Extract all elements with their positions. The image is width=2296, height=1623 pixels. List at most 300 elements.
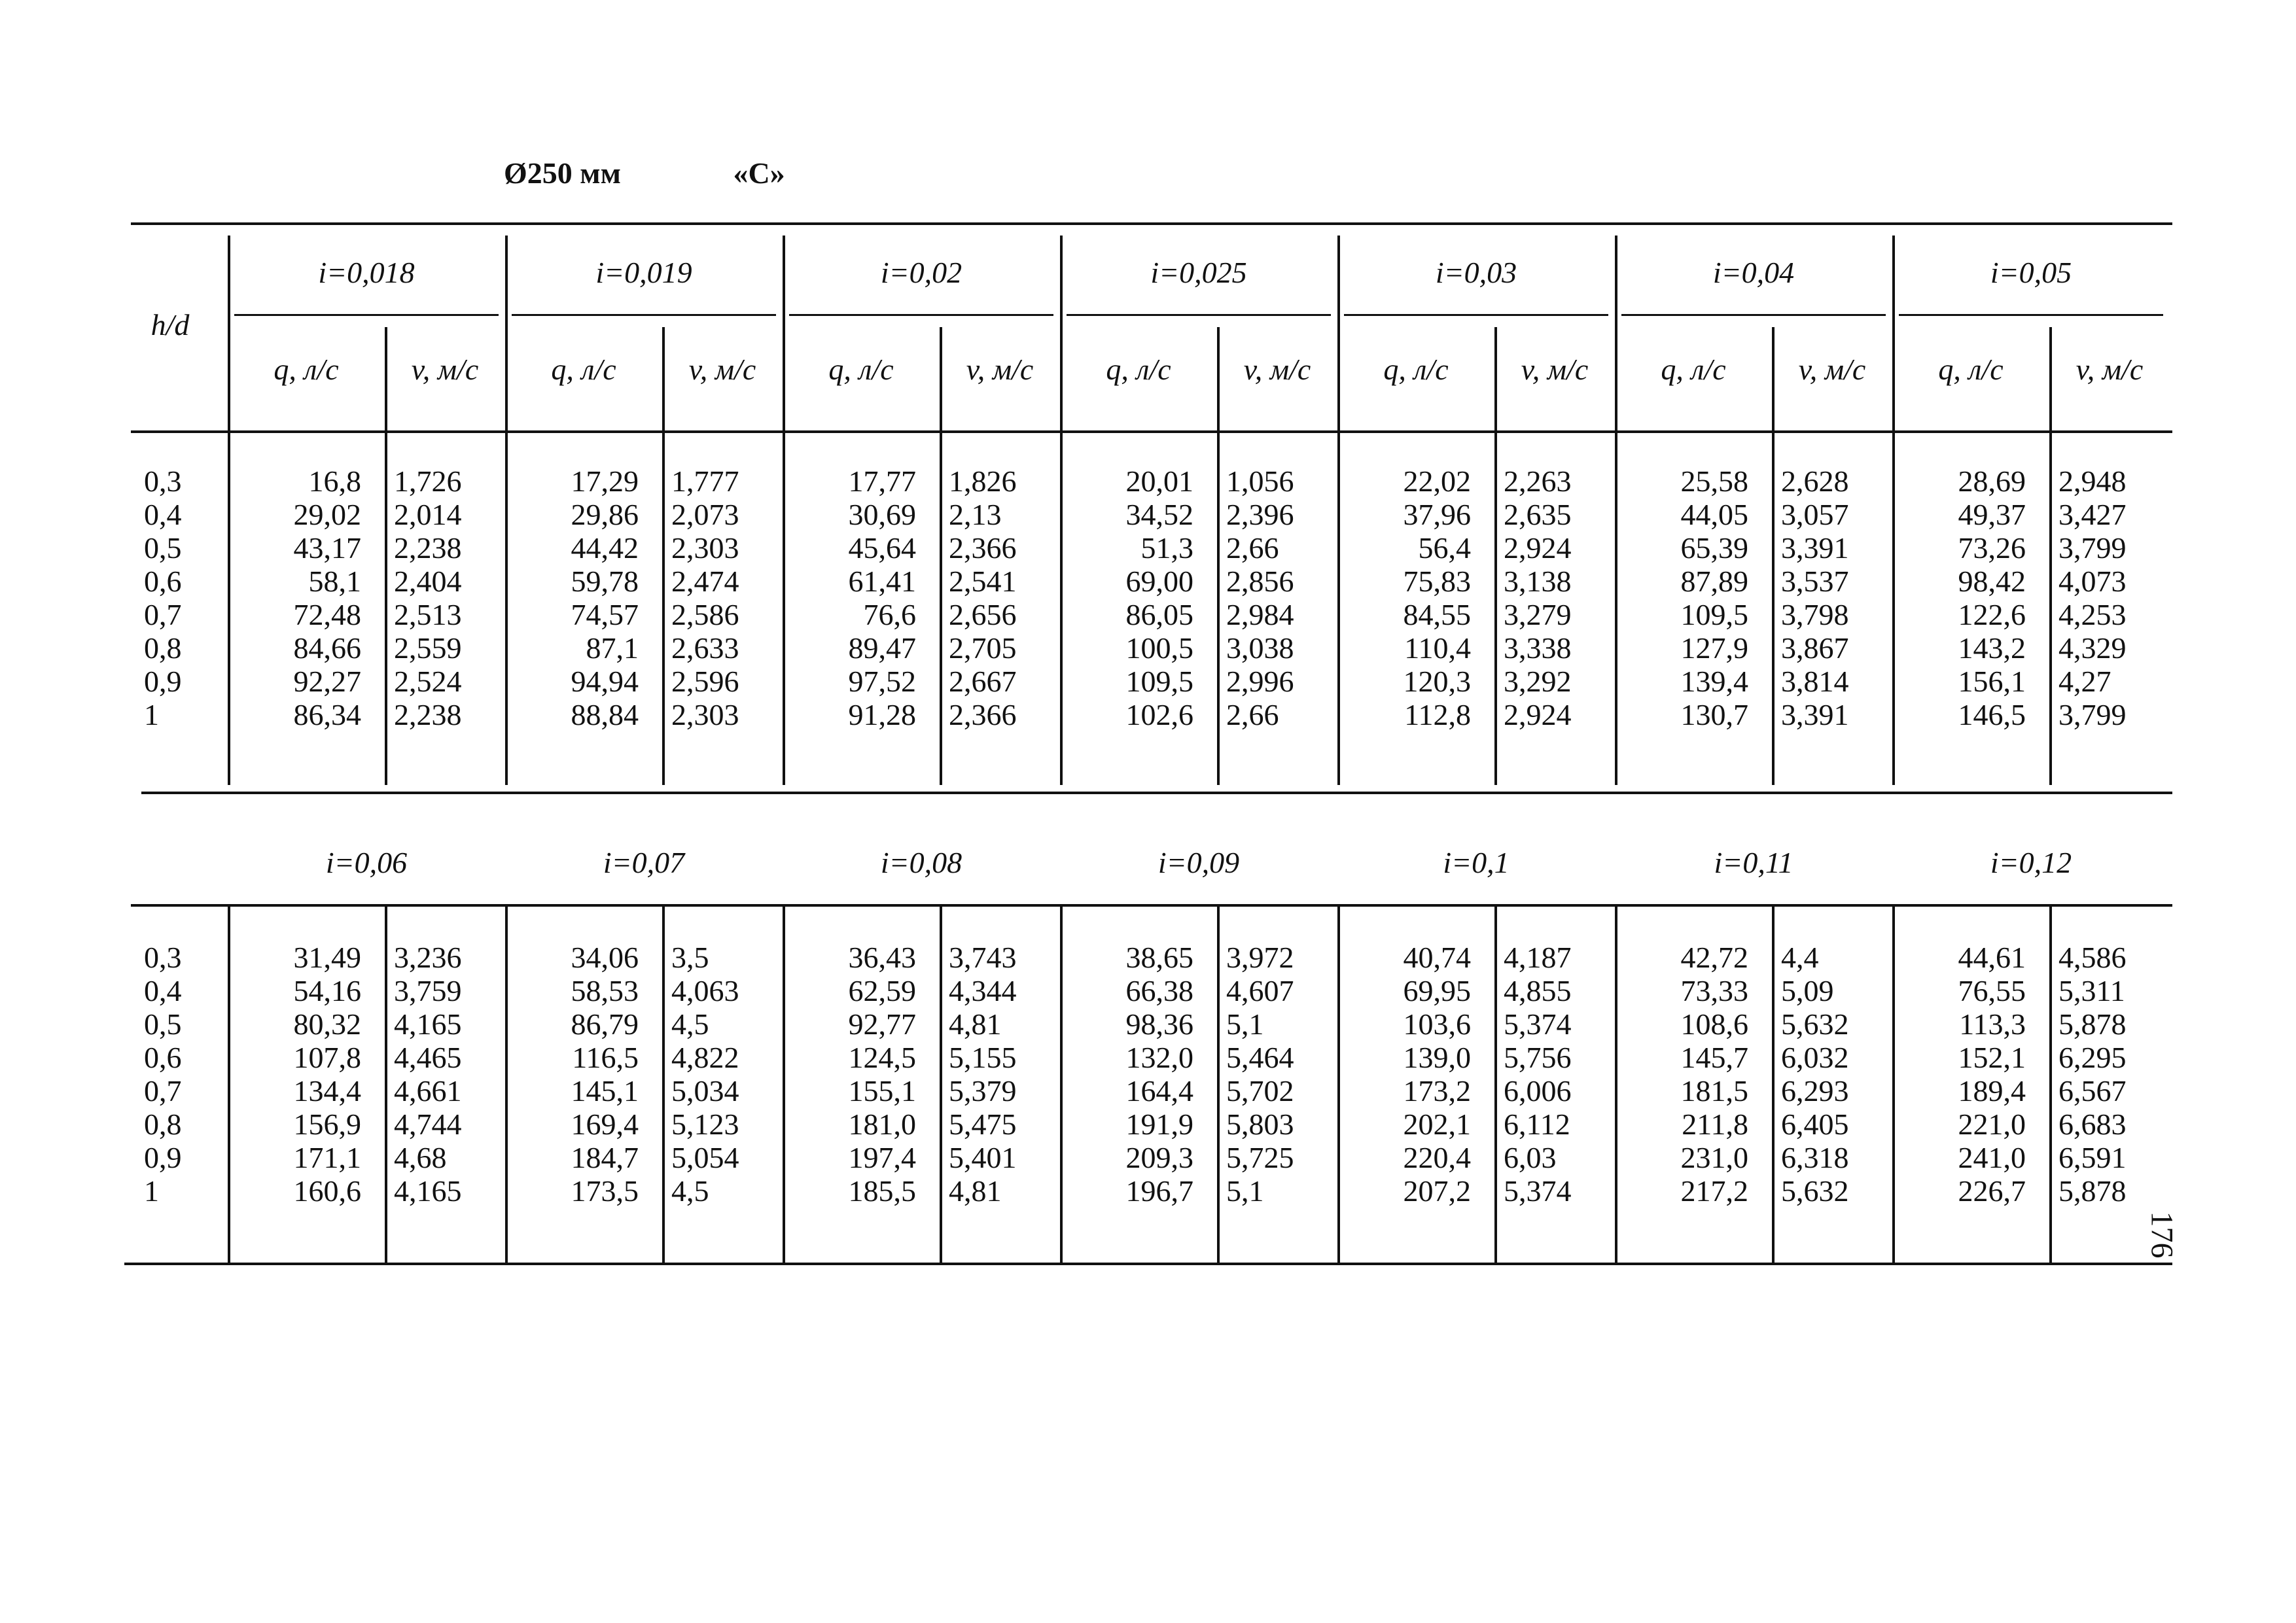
v-values	[671, 464, 739, 731]
hd-value: 0,9	[144, 1141, 182, 1174]
q-value: 86,34	[293, 698, 361, 731]
q-value: 160,6	[293, 1174, 361, 1208]
v-value: 5,1	[1226, 1174, 1264, 1208]
q-value: 109,5	[1125, 665, 1193, 698]
hd-value: 1	[144, 1174, 159, 1208]
v-value: 5,756	[1504, 1041, 1572, 1074]
v-value: 2,238	[394, 698, 462, 731]
v-subheader: v, м/с	[1521, 353, 1589, 386]
v-value: 3,972	[1226, 941, 1294, 974]
q-value: 173,5	[571, 1174, 639, 1208]
v-value: 5,09	[1781, 974, 1834, 1007]
q-values	[1337, 464, 1471, 731]
slope-header: i=0,04	[1712, 256, 1795, 289]
slope-header: i=0,06	[325, 846, 408, 879]
v-values	[1781, 464, 1849, 731]
q-values	[1060, 941, 1193, 1208]
q-value: 84,66	[293, 631, 361, 665]
q-value: 98,42	[1958, 565, 2026, 598]
v-value: 6,006	[1504, 1074, 1572, 1108]
slope-header: i=0,09	[1157, 846, 1240, 879]
q-value: 181,0	[848, 1108, 916, 1141]
q-value: 191,9	[1125, 1108, 1193, 1141]
q-values	[783, 464, 916, 731]
v-value: 2,656	[949, 598, 1017, 631]
v-value: 6,295	[2058, 1041, 2127, 1074]
v-subheader: v, м/с	[1798, 353, 1866, 386]
q-value: 74,57	[571, 598, 639, 631]
q-value: 145,7	[1680, 1041, 1748, 1074]
v-value: 3,814	[1781, 665, 1849, 698]
q-value: 30,69	[848, 498, 916, 531]
q-value: 155,1	[848, 1074, 916, 1108]
q-subheader: q, л/с	[1106, 353, 1171, 386]
qv-divider	[1772, 904, 1775, 1263]
v-value: 3,743	[949, 941, 1017, 974]
q-value: 134,4	[293, 1074, 361, 1108]
q-value: 122,6	[1958, 598, 2026, 631]
v-value: 2,396	[1226, 498, 1294, 531]
q-value: 156,1	[1958, 665, 2026, 698]
q-value: 139,4	[1680, 665, 1748, 698]
slope-header: i=0,08	[880, 846, 963, 879]
v-value: 2,559	[394, 631, 462, 665]
v-value: 2,628	[1781, 464, 1849, 498]
v-value: 2,541	[949, 565, 1017, 598]
q-value: 86,79	[571, 1007, 639, 1041]
q-subheader: q, л/с	[1661, 353, 1726, 386]
q-value: 38,65	[1125, 941, 1193, 974]
v-value: 4,465	[394, 1041, 462, 1074]
q-value: 51,3	[1140, 531, 1193, 565]
v-value: 5,311	[2058, 974, 2125, 1007]
q-value: 113,3	[1959, 1007, 2026, 1041]
q-subheader: q, л/с	[274, 353, 339, 386]
q-value: 89,47	[848, 631, 916, 665]
slope-header: i=0,11	[1714, 846, 1793, 879]
q-value: 73,33	[1680, 974, 1748, 1007]
v-value: 4,661	[394, 1074, 462, 1108]
q-value: 17,77	[848, 464, 916, 498]
q-value: 69,00	[1125, 565, 1193, 598]
v-value: 6,112	[1504, 1108, 1570, 1141]
v-value: 3,5	[671, 941, 709, 974]
v-value: 2,586	[671, 598, 739, 631]
v-value: 4,165	[394, 1174, 462, 1208]
diameter-label: Ø250 мм	[504, 156, 621, 190]
q-value: 58,1	[308, 565, 361, 598]
q-value: 42,72	[1680, 941, 1748, 974]
slope-rule	[789, 314, 1053, 316]
v-value: 4,344	[949, 974, 1017, 1007]
qv-divider	[940, 327, 942, 785]
q-value: 37,96	[1403, 498, 1471, 531]
v-value: 3,799	[2058, 531, 2127, 565]
v-value: 2,924	[1504, 698, 1572, 731]
qv-divider	[1217, 327, 1220, 785]
q-value: 110,4	[1404, 631, 1471, 665]
slope-header: i=0,02	[880, 256, 963, 289]
slope-header: i=0,07	[603, 846, 685, 879]
qv-divider	[1494, 904, 1497, 1263]
v-value: 4,744	[394, 1108, 462, 1141]
v-value: 6,591	[2058, 1141, 2127, 1174]
v-value: 2,513	[394, 598, 462, 631]
v-value: 2,66	[1226, 698, 1279, 731]
q-value: 97,52	[848, 665, 916, 698]
v-subheader: v, м/с	[411, 353, 479, 386]
q-value: 73,26	[1958, 531, 2026, 565]
v-value: 2,263	[1504, 464, 1572, 498]
v-value: 6,293	[1781, 1074, 1849, 1108]
slope-rule	[1344, 314, 1608, 316]
q-value: 61,41	[848, 565, 916, 598]
v-value: 5,374	[1504, 1174, 1572, 1208]
q-value: 49,37	[1958, 498, 2026, 531]
q-value: 28,69	[1958, 464, 2026, 498]
q-value: 184,7	[571, 1141, 639, 1174]
v-value: 4,5	[671, 1007, 709, 1041]
v-value: 2,474	[671, 565, 739, 598]
v-value: 4,187	[1504, 941, 1572, 974]
v-value: 2,984	[1226, 598, 1294, 631]
q-values	[1615, 941, 1748, 1208]
v-value: 5,123	[671, 1108, 739, 1141]
q-value: 36,43	[848, 941, 916, 974]
q-value: 130,7	[1680, 698, 1748, 731]
q-value: 76,55	[1958, 974, 2026, 1007]
v-values	[394, 464, 462, 731]
q-value: 100,5	[1125, 631, 1193, 665]
slope-header: i=0,025	[1150, 256, 1247, 289]
v-subheader: v, м/с	[966, 353, 1034, 386]
v-value: 2,924	[1504, 531, 1572, 565]
q-value: 196,7	[1125, 1174, 1193, 1208]
q-value: 124,5	[848, 1041, 916, 1074]
q-value: 181,5	[1680, 1074, 1748, 1108]
v-value: 4,68	[394, 1141, 447, 1174]
slope-header: i=0,1	[1443, 846, 1510, 879]
qv-divider	[385, 904, 387, 1263]
v-value: 5,475	[949, 1108, 1017, 1141]
header-bottom-rule	[131, 430, 2172, 433]
q-value: 120,3	[1403, 665, 1471, 698]
v-value: 5,379	[949, 1074, 1017, 1108]
v-value: 4,253	[2058, 598, 2127, 631]
hd-value: 0,7	[144, 1074, 182, 1108]
hd-value: 0,3	[144, 941, 182, 974]
hd-value: 0,9	[144, 665, 182, 698]
v-value: 2,996	[1226, 665, 1294, 698]
v-value: 4,4	[1781, 941, 1819, 974]
v-value: 2,596	[671, 665, 739, 698]
q-value: 132,0	[1125, 1041, 1193, 1074]
q-value: 20,01	[1125, 464, 1193, 498]
v-value: 5,155	[949, 1041, 1017, 1074]
q-value: 112,8	[1404, 698, 1471, 731]
v-value: 3,537	[1781, 565, 1849, 598]
q-value: 211,8	[1682, 1108, 1748, 1141]
q-value: 146,5	[1958, 698, 2026, 731]
q-value: 44,05	[1680, 498, 1748, 531]
v-values	[1226, 464, 1294, 731]
slope-header: i=0,03	[1435, 256, 1517, 289]
v-value: 5,464	[1226, 1041, 1294, 1074]
v-value: 3,292	[1504, 665, 1572, 698]
slope-rule	[1067, 314, 1331, 316]
q-value: 75,83	[1403, 565, 1471, 598]
v-value: 1,056	[1226, 464, 1294, 498]
q-value: 17,29	[571, 464, 639, 498]
q-value: 31,49	[293, 941, 361, 974]
q-value: 86,05	[1125, 598, 1193, 631]
q-value: 217,2	[1680, 1174, 1748, 1208]
q-value: 127,9	[1680, 631, 1748, 665]
qv-divider	[385, 327, 387, 785]
q-value: 189,4	[1958, 1074, 2026, 1108]
q-values	[228, 941, 361, 1208]
q-values	[1337, 941, 1471, 1208]
q-value: 29,02	[293, 498, 361, 531]
hd-value: 0,8	[144, 631, 182, 665]
hd-value: 0,6	[144, 1041, 182, 1074]
header-bottom-rule-2	[131, 904, 2172, 907]
v-value: 2,13	[949, 498, 1002, 531]
v-value: 6,318	[1781, 1141, 1849, 1174]
v-value: 4,855	[1504, 974, 1572, 1007]
page-number: 176	[2144, 1211, 2180, 1259]
v-values	[671, 941, 739, 1208]
hd-header: h/d	[150, 308, 190, 341]
v-value: 5,401	[949, 1141, 1017, 1174]
q-value: 202,1	[1403, 1108, 1471, 1141]
v-value: 2,667	[949, 665, 1017, 698]
q-value: 209,3	[1125, 1141, 1193, 1174]
q-value: 92,27	[293, 665, 361, 698]
q-value: 152,1	[1958, 1041, 2026, 1074]
q-subheader: q, л/с	[1383, 353, 1449, 386]
slope-header: i=0,018	[318, 256, 415, 289]
v-subheader: v, м/с	[688, 353, 756, 386]
q-value: 58,53	[571, 974, 639, 1007]
v-value: 5,054	[671, 1141, 739, 1174]
q-value: 185,5	[848, 1174, 916, 1208]
v-value: 6,567	[2058, 1074, 2127, 1108]
q-values	[1615, 464, 1748, 731]
q-value: 156,9	[293, 1108, 361, 1141]
v-value: 2,635	[1504, 498, 1572, 531]
qv-divider	[1772, 327, 1775, 785]
q-value: 107,8	[293, 1041, 361, 1074]
q-values	[1892, 941, 2026, 1208]
series-marker: «С»	[733, 156, 785, 190]
q-value: 207,2	[1403, 1174, 1471, 1208]
q-value: 84,55	[1403, 598, 1471, 631]
table-bottom-rule-2	[124, 1263, 2172, 1265]
q-values	[505, 464, 639, 731]
v-value: 1,777	[671, 464, 739, 498]
v-values	[1781, 941, 1849, 1208]
v-values	[949, 464, 1017, 731]
v-value: 5,632	[1781, 1007, 1849, 1041]
v-value: 2,366	[949, 531, 1017, 565]
qv-divider	[662, 904, 665, 1263]
v-value: 4,607	[1226, 974, 1294, 1007]
v-value: 3,279	[1504, 598, 1572, 631]
v-value: 5,878	[2058, 1007, 2127, 1041]
q-value: 44,61	[1958, 941, 2026, 974]
v-value: 2,366	[949, 698, 1017, 731]
q-value: 72,48	[293, 598, 361, 631]
slope-header: i=0,05	[1990, 256, 2072, 289]
q-subheader: q, л/с	[828, 353, 894, 386]
hd-value: 0,5	[144, 1007, 182, 1041]
v-value: 2,66	[1226, 531, 1279, 565]
slope-rule	[1621, 314, 1886, 316]
q-value: 197,4	[848, 1141, 916, 1174]
hd-value: 0,3	[144, 464, 182, 498]
v-value: 5,1	[1226, 1007, 1264, 1041]
hd-value: 0,4	[144, 974, 182, 1007]
v-value: 3,338	[1504, 631, 1572, 665]
v-value: 3,799	[2058, 698, 2127, 731]
v-value: 3,798	[1781, 598, 1849, 631]
v-value: 2,705	[949, 631, 1017, 665]
qv-divider	[662, 327, 665, 785]
v-value: 4,073	[2058, 565, 2127, 598]
slope-header: i=0,12	[1990, 846, 2072, 879]
v-value: 2,633	[671, 631, 739, 665]
v-value: 6,03	[1504, 1141, 1557, 1174]
q-value: 66,38	[1125, 974, 1193, 1007]
v-value: 6,683	[2058, 1108, 2127, 1141]
q-value: 88,84	[571, 698, 639, 731]
q-value: 109,5	[1680, 598, 1748, 631]
v-value: 4,165	[394, 1007, 462, 1041]
v-value: 2,014	[394, 498, 462, 531]
q-value: 65,39	[1680, 531, 1748, 565]
q-value: 103,6	[1403, 1007, 1471, 1041]
q-value: 87,89	[1680, 565, 1748, 598]
q-value: 43,17	[293, 531, 361, 565]
v-values	[2058, 941, 2127, 1208]
v-value: 4,822	[671, 1041, 739, 1074]
hd-value: 1	[144, 698, 159, 731]
q-value: 226,7	[1958, 1174, 2026, 1208]
q-value: 94,94	[571, 665, 639, 698]
v-value: 5,632	[1781, 1174, 1849, 1208]
table-top-rule	[131, 222, 2172, 225]
q-subheader: q, л/с	[1938, 353, 2004, 386]
q-value: 231,0	[1680, 1141, 1748, 1174]
v-values	[949, 941, 1017, 1208]
q-value: 22,02	[1403, 464, 1471, 498]
hd-values	[144, 464, 182, 731]
q-value: 54,16	[293, 974, 361, 1007]
v-value: 2,404	[394, 565, 462, 598]
q-value: 139,0	[1403, 1041, 1471, 1074]
v-values	[394, 941, 462, 1208]
v-value: 5,878	[2058, 1174, 2127, 1208]
qv-divider	[2049, 904, 2052, 1263]
v-value: 3,236	[394, 941, 462, 974]
q-value: 34,06	[571, 941, 639, 974]
v-value: 3,427	[2058, 498, 2127, 531]
v-value: 3,057	[1781, 498, 1849, 531]
q-value: 69,95	[1403, 974, 1471, 1007]
v-value: 4,063	[671, 974, 739, 1007]
q-value: 80,32	[293, 1007, 361, 1041]
q-value: 108,6	[1680, 1007, 1748, 1041]
q-value: 221,0	[1958, 1108, 2026, 1141]
q-value: 87,1	[586, 631, 639, 665]
q-values	[505, 941, 639, 1208]
v-value: 3,391	[1781, 531, 1849, 565]
v-value: 5,374	[1504, 1007, 1572, 1041]
q-value: 92,77	[848, 1007, 916, 1041]
v-subheader: v, м/с	[2075, 353, 2144, 386]
q-value: 241,0	[1958, 1141, 2026, 1174]
v-value: 3,759	[394, 974, 462, 1007]
v-value: 3,138	[1504, 565, 1572, 598]
q-value: 40,74	[1403, 941, 1471, 974]
v-value: 4,81	[949, 1174, 1002, 1208]
v-value: 4,329	[2058, 631, 2127, 665]
q-value: 116,5	[572, 1041, 639, 1074]
q-value: 25,58	[1680, 464, 1748, 498]
slope-rule	[512, 314, 776, 316]
v-value: 5,702	[1226, 1074, 1294, 1108]
v-value: 6,032	[1781, 1041, 1849, 1074]
v-value: 3,391	[1781, 698, 1849, 731]
q-value: 76,6	[863, 598, 916, 631]
q-value: 62,59	[848, 974, 916, 1007]
q-value: 173,2	[1403, 1074, 1471, 1108]
q-value: 34,52	[1125, 498, 1193, 531]
slope-rule	[234, 314, 499, 316]
q-value: 143,2	[1958, 631, 2026, 665]
v-value: 2,948	[2058, 464, 2127, 498]
q-subheader: q, л/с	[551, 353, 616, 386]
q-values	[1060, 464, 1193, 731]
v-value: 4,81	[949, 1007, 1002, 1041]
v-value: 5,803	[1226, 1108, 1294, 1141]
q-value: 91,28	[848, 698, 916, 731]
q-values	[783, 941, 916, 1208]
hd-value: 0,8	[144, 1108, 182, 1141]
v-values	[1504, 941, 1572, 1208]
hd-value: 0,7	[144, 598, 182, 631]
v-value: 4,5	[671, 1174, 709, 1208]
v-value: 3,867	[1781, 631, 1849, 665]
v-value: 1,726	[394, 464, 462, 498]
v-value: 3,038	[1226, 631, 1294, 665]
slope-rule	[1899, 314, 2163, 316]
table-caption	[504, 156, 785, 190]
q-value: 164,4	[1125, 1074, 1193, 1108]
q-value: 220,4	[1403, 1141, 1471, 1174]
v-value: 5,725	[1226, 1141, 1294, 1174]
q-value: 16,8	[308, 464, 361, 498]
qv-divider	[1494, 327, 1497, 785]
v-values	[1226, 941, 1294, 1208]
q-values	[228, 464, 361, 731]
q-values	[1892, 464, 2026, 731]
q-value: 145,1	[571, 1074, 639, 1108]
hd-values	[144, 941, 182, 1208]
v-value: 4,27	[2058, 665, 2111, 698]
hd-value: 0,5	[144, 531, 182, 565]
